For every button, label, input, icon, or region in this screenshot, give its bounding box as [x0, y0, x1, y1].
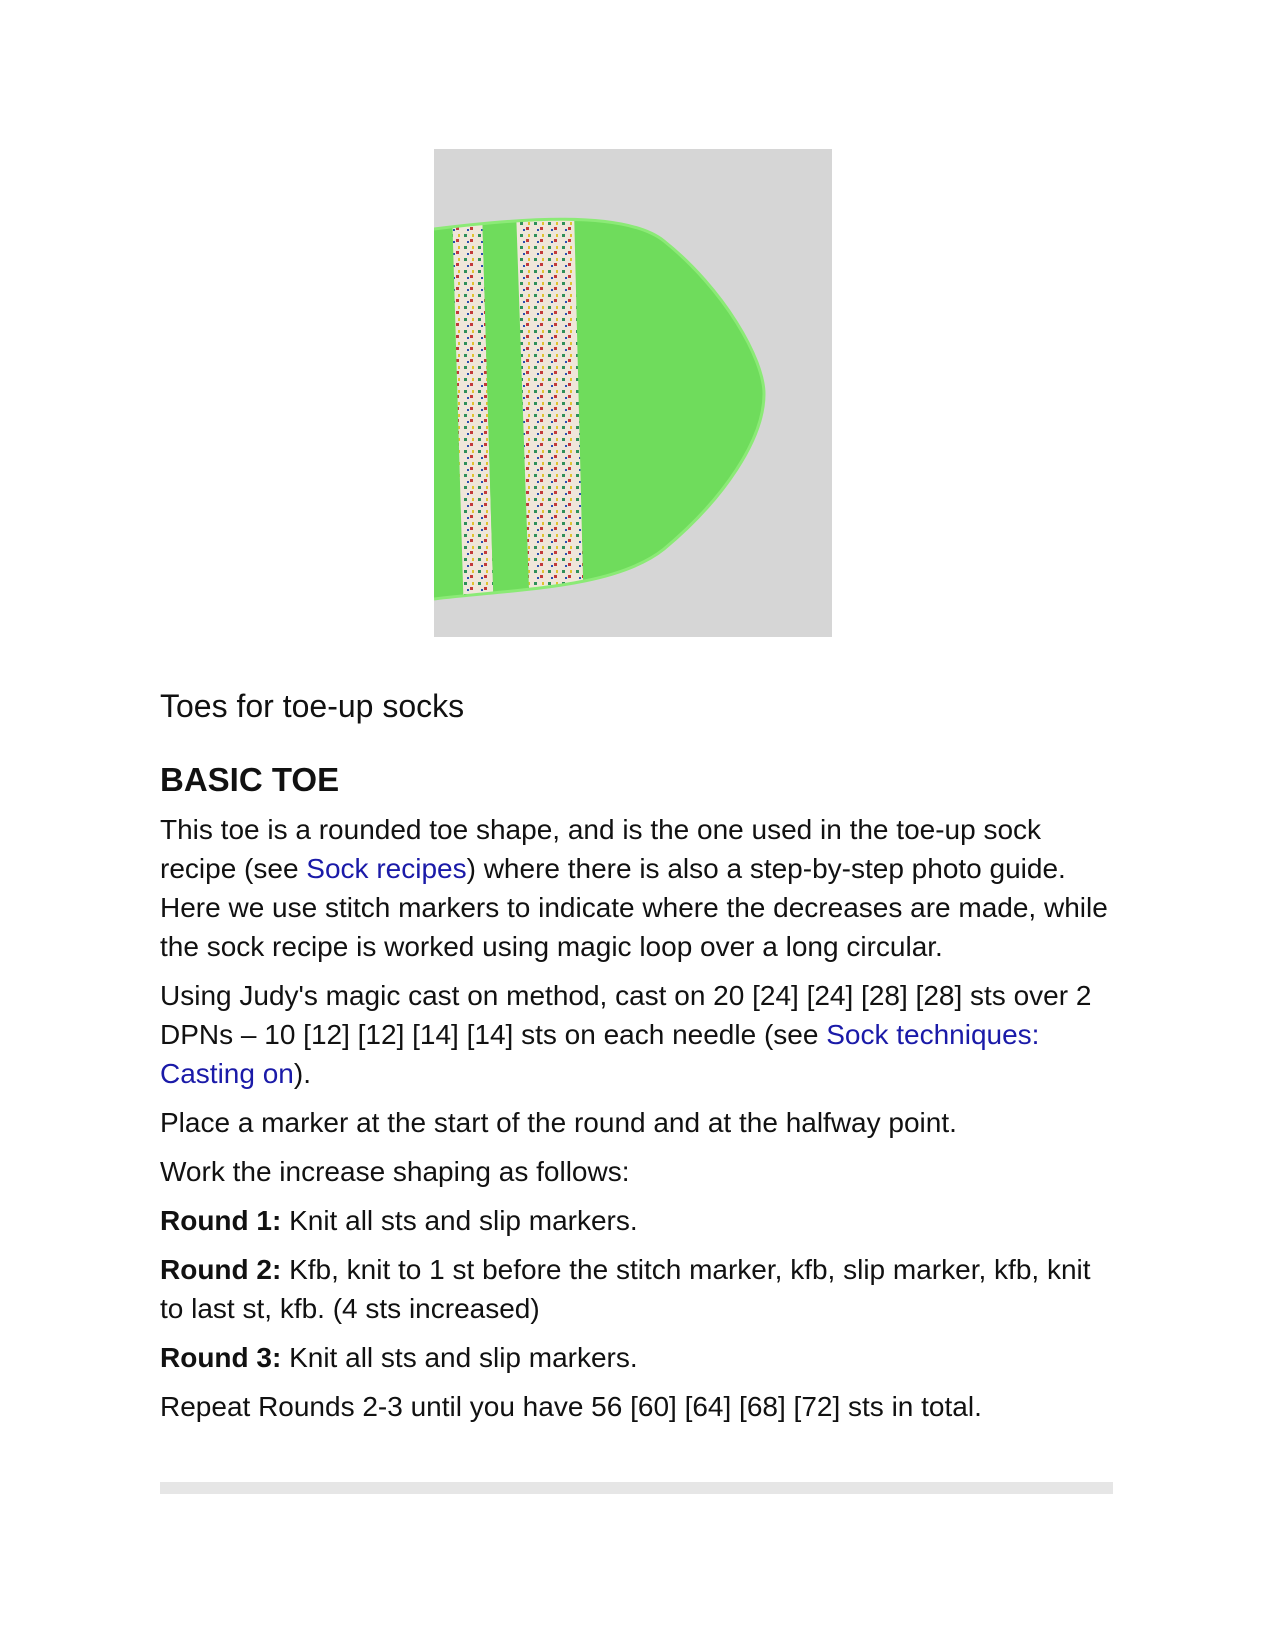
round-label: Round 3:	[160, 1342, 282, 1373]
casting-on-link[interactable]: Sock techniques: Casting on	[160, 1019, 1040, 1089]
round-1	[160, 1201, 1118, 1240]
intro-text-cont: ) where there is also a step-by-step photo guide. Here we use stitch markers to indicate where the decreases are made, while the sock recipe is worked using magic loop over a long circular.	[160, 853, 1108, 962]
section-heading: BASIC TOE	[160, 761, 340, 798]
repeat-instruction: Repeat Rounds 2-3 until you have 56 [60] [64] [68] [72] sts in total.	[160, 1391, 982, 1422]
shaping-intro: Work the increase shaping as follows:	[160, 1156, 630, 1187]
round-label: Round 1:	[160, 1205, 282, 1236]
round-text: Kfb, knit to 1 st before the stitch marker, kfb, slip marker, kfb, knit to last st, kfb. (4 sts increased)	[160, 1254, 1091, 1324]
round-text: Knit all sts and slip markers.	[281, 1342, 638, 1373]
cast-on-paragraph	[160, 976, 1118, 1093]
section-caption: Toes for toe-up socks	[160, 688, 465, 724]
sock-toe-illustration	[434, 149, 832, 637]
sock-recipes-link[interactable]: Sock recipes	[306, 853, 467, 884]
marker-paragraph: Place a marker at the start of the round and at the halfway point.	[160, 1107, 957, 1138]
section-divider	[160, 1482, 1113, 1494]
intro-text: This toe is a rounded toe shape, and is the one used in the toe-up sock recipe (see	[160, 814, 1042, 884]
cast-on-text: Using Judy's magic cast on method, cast on 20 [24] [24] [28] [28] sts over 2 DPNs – 10 [12] [12] [14] [14] sts on each needle (see	[160, 980, 1092, 1050]
cast-on-text-cont: ).	[293, 1058, 311, 1089]
round-3	[160, 1338, 1118, 1377]
document-body	[160, 686, 1118, 1436]
sock-toe-photo	[434, 149, 832, 637]
round-text: Knit all sts and slip markers.	[281, 1205, 638, 1236]
round-2	[160, 1250, 1118, 1328]
intro-paragraph	[160, 810, 1118, 966]
round-label: Round 2:	[160, 1254, 282, 1285]
